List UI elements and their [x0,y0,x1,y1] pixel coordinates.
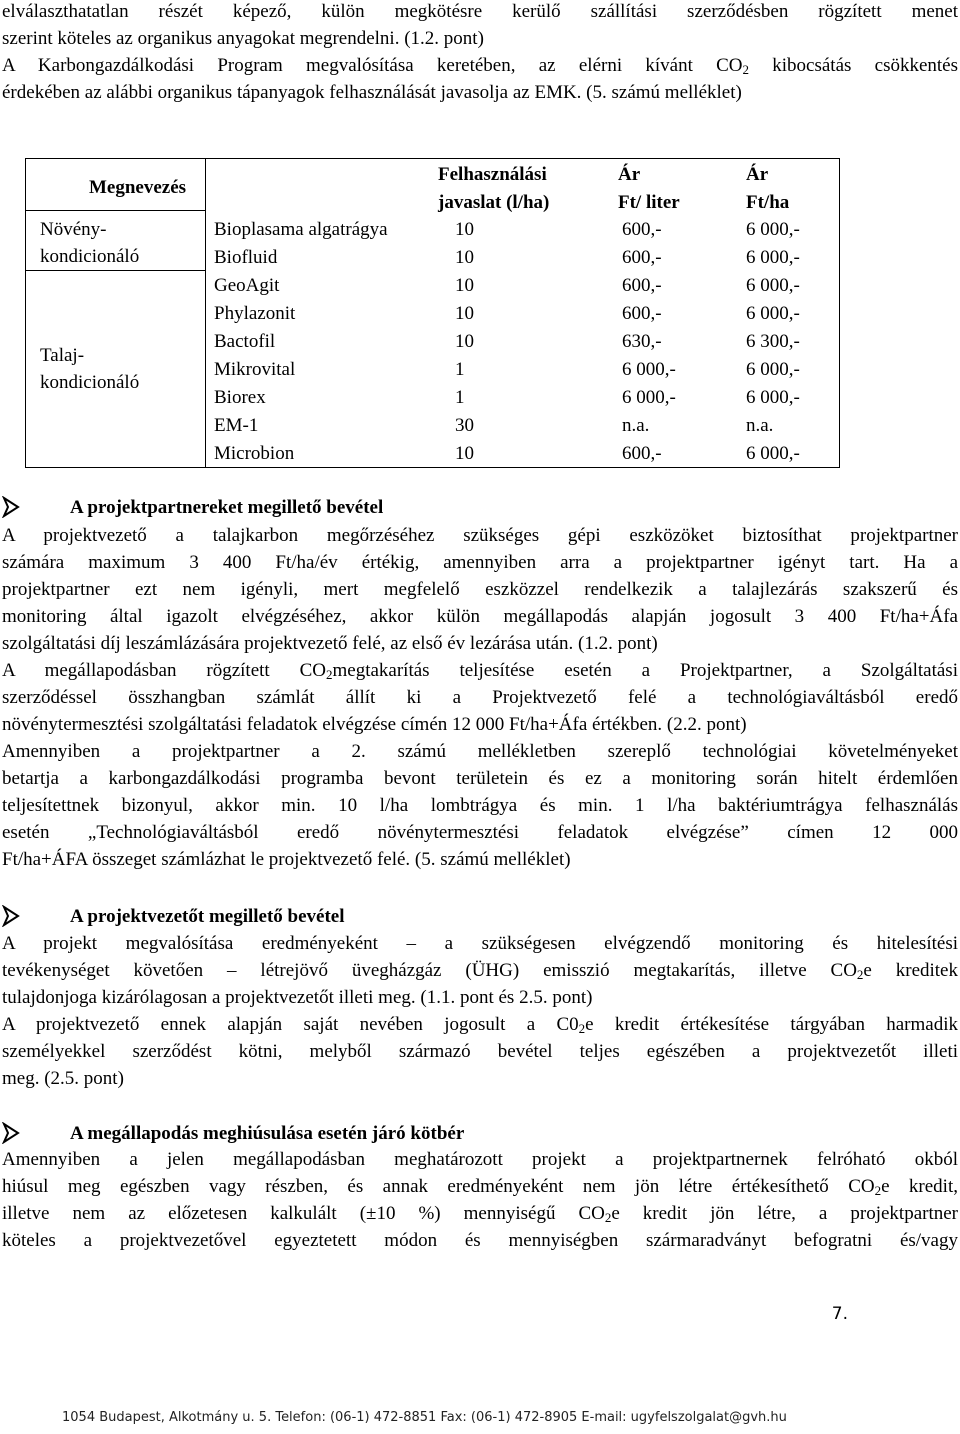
header-price-ha: Ár [746,164,769,185]
text-line: Ft/ha+ÁFA összeget számlázhat le projektvezető felé. (5. számú melléklet) [2,849,571,870]
product-name: Mikrovital [214,359,296,380]
text-line: Amennyiben a jelen megállapodásban meghatározott projekt a projektpartnernek felróható okból [2,1149,958,1170]
section-heading: A megállapodás meghiúsulása esetén járó kötbér [70,1123,465,1144]
text-line: személyekkel szerződést kötni, melyből származó bevétel teljes egészében a projektvezetőt illeti [2,1041,958,1062]
section-heading: A projektvezetőt megillető bevétel [70,906,345,927]
text-line: hiúsul meg egészben vagy részben, és annak eredményeként nem jön létre értékesíthető $CO_2e$ kredit, [2,1176,958,1198]
table-border [25,158,840,468]
text-line: A projektvezető a talajkarbon megőrzéséhez szükséges gépi eszközöket biztosíthat projektpartner [2,525,958,546]
price-liter-value: 600,- [622,247,662,268]
section-3-paragraph [2,1146,958,1254]
price-liter-value: 600,- [622,219,662,240]
text-line: szerződéssel összhangban számlát állít ki a Projektvezető felé a technológiaváltásból eredő [2,687,958,708]
text-line: elválaszthatatlan részét képező, külön megkötésre kerülő szállítási szerződésben rögzített menet [2,1,958,22]
usage-value: 10 [455,219,474,240]
nutrient-table [25,158,840,468]
text-line: A projektvezető ennek alapján saját nevében jogosult a $C0_2e$ kredit értékesítése tárgyában harmadik [2,1014,958,1036]
table-divider [25,210,205,211]
text-line: szolgáltatási díj leszámlázására projektvezető felé, az első év lezárása után. (1.2. pont) [2,633,658,654]
arrow-bullet-icon [2,496,20,518]
text-line: A megállapodásban rögzített $CO_2megtakarítás$ teljesítése esetén a Projektpartner, a Szolgáltatási [2,660,958,682]
price-ha-value: 6 000,- [746,247,800,268]
group-label: Növény- [40,219,107,240]
text-line: A projekt megvalósítása eredményeként – a szükségesen elvégzendő monitoring és hitelesítési [2,933,958,954]
table-divider [205,158,206,468]
text-line: tulajdonjoga kizárólagosan a projektvezetőt illeti meg. (1.1. pont és 2.5. pont) [2,987,593,1008]
usage-value: 1 [455,387,465,408]
text-line: érdekében az alábbi organikus tápanyagok felhasználását javasolja az EMK. (5. számú melléklet) [2,82,742,103]
price-ha-value: 6 000,- [746,387,800,408]
usage-value: 10 [455,303,474,324]
price-liter-value: 600,- [622,275,662,296]
header-price-liter: Ft/ liter [618,192,680,213]
text-line: köteles a projektvezetővel egyeztetett módon és mennyiségben szármaradványt befogratni és/vagy [2,1230,958,1251]
section-1-paragraph [2,522,958,873]
price-liter-value: 6 000,- [622,387,676,408]
text-line: Amennyiben a projektpartner a 2. számú mellékletben szereplő technológiai követelményeket [2,741,958,762]
text-line: teljesítettnek bizonyul, akkor min. 10 l/ha lombtrágya és min. 1 l/ha baktériumtrágya felhasználás [2,795,958,816]
price-ha-value: 6 000,- [746,219,800,240]
product-name: Bioplasama algatrágya [214,219,388,240]
header-name: Megnevezés [89,177,187,198]
header-price-liter: Ár [618,164,641,185]
header-usage: Felhasználási [438,164,547,185]
arrow-bullet-icon [2,1122,20,1144]
usage-value: 10 [455,443,474,464]
text-line: meg. (2.5. pont) [2,1068,124,1089]
product-name: Microbion [214,443,295,464]
usage-value: 10 [455,331,474,352]
header-usage: javaslat (l/ha) [438,192,550,213]
price-ha-value: 6 300,- [746,331,800,352]
group-label: kondicionáló [40,246,140,267]
usage-value: 30 [455,415,474,436]
usage-value: 10 [455,247,474,268]
text-line: esetén „Technológiaváltásból eredő növénytermesztési feladatok elvégzése” címen 12 000 [2,822,958,843]
price-liter-value: 600,- [622,443,662,464]
text-line: projektpartner ezt nem igényli, mert megfelelő eszközzel rendelkezik a talajlezárás szakszerű és [2,579,958,600]
section-2-paragraph [2,930,958,1092]
text-line: betartja a karbongazdálkodási programba bevont területein és ez a monitoring során hitelt érdemlően [2,768,958,789]
price-ha-value: 6 000,- [746,443,800,464]
section-heading: A projektpartnereket megillető bevétel [70,497,384,518]
page-number: 7. [831,1304,848,1324]
table-divider [25,270,205,271]
intro-paragraph [2,0,958,106]
usage-value: 1 [455,359,465,380]
header-price-ha: Ft/ha [746,192,790,213]
price-ha-value: 6 000,- [746,303,800,324]
usage-value: 10 [455,275,474,296]
text-line: illetve nem az előzetesen kalkulált (±10 %) mennyiségű $CO_2e$ kredit jön létre, a projektpartner [2,1203,958,1225]
price-ha-value: n.a. [746,415,774,436]
page-footer: 1054 Budapest, Alkotmány u. 5. Telefon: (06-1) 472-8851 Fax: (06-1) 472-8905 E-mail: ugyfelszolgalat@gvh.hu [62,1410,787,1425]
price-liter-value: n.a. [622,415,650,436]
product-name: Biorex [214,387,266,408]
price-liter-value: 600,- [622,303,662,324]
product-name: EM-1 [214,415,259,436]
price-ha-value: 6 000,- [746,275,800,296]
product-name: Bactofil [214,331,276,352]
product-name: GeoAgit [214,275,280,296]
price-ha-value: 6 000,- [746,359,800,380]
group-label: Talaj- [40,345,85,366]
text-line: monitoring által igazolt elvégzéséhez, akkor külön megállapodás alapján jogosult 3 400 Ft/ha+Áfa [2,606,958,627]
price-liter-value: 630,- [622,331,662,352]
text-line: A Karbongazdálkodási Program megvalósítása keretében, az elérni kívánt $CO_2$ kibocsátás csökkentés [2,55,959,77]
price-liter-value: 6 000,- [622,359,676,380]
text-line: számára maximum 3 400 Ft/ha/év értékig, amennyiben arra a projektpartner igényt tart. Ha a [2,552,958,573]
product-name: Biofluid [214,247,278,268]
arrow-bullet-icon [2,905,20,927]
text-line: növénytermesztési szolgáltatási feladatok elvégzése címén 12 000 Ft/ha+Áfa értékben. (2.2. pont) [2,714,747,735]
product-name: Phylazonit [214,303,296,324]
text-line: szerint köteles az organikus anyagokat megrendelni. (1.2. pont) [2,28,484,49]
group-label: kondicionáló [40,372,140,393]
text-line: tevékenységet követően – létrejövő üvegházgáz (ÜHG) emisszió megtakarítás, illetve $CO_2e$ kreditek [2,960,958,982]
